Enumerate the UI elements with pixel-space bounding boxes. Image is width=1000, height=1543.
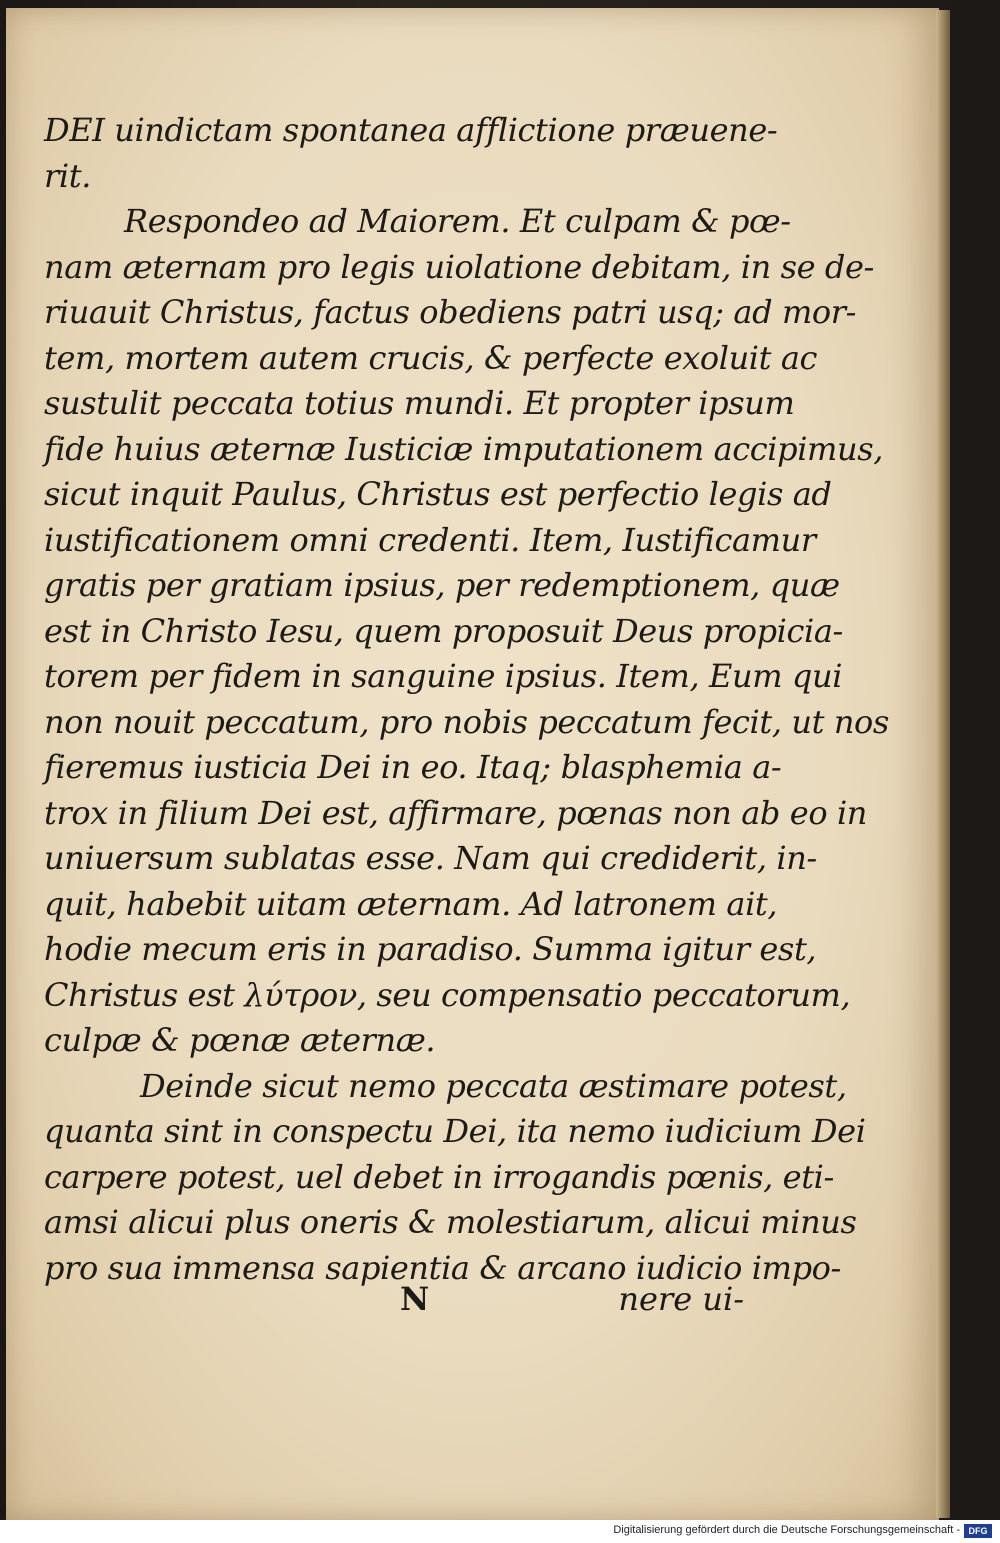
text-line: Deinde sicut nemo peccata æstimare potest,: [140, 1066, 847, 1105]
text-line: tem, mortem autem crucis, & perfecte exoluit ac: [44, 338, 818, 377]
catchword: nere ui-: [618, 1280, 744, 1318]
text-line: pro sua immensa sapientia & arcano iudicio impo-: [44, 1248, 841, 1287]
digitization-footer: [0, 1520, 1000, 1543]
text-line: fide huius æternæ Iusticiæ imputationem accipimus,: [44, 429, 883, 468]
text-line: fieremus iusticia Dei in eo. Itaq; blasphemia a-: [44, 748, 782, 786]
text-line: non nouit peccatum, pro nobis peccatum fecit, ut nos: [44, 702, 889, 741]
text-line: est in Christo Iesu, quem proposuit Deus propicia-: [44, 611, 843, 650]
text-line: DEI uindictam spontanea afflictione præuene-: [44, 111, 778, 149]
text-line: trox in filium Dei est, affirmare, pœnas non ab eo in: [44, 793, 868, 832]
text-line: nam æternam pro legis uiolatione debitam, in se de-: [44, 247, 874, 286]
page-footer-line: [44, 1280, 744, 1325]
text-line: quanta sint in conspectu Dei, ita nemo iudicium Dei: [44, 1112, 866, 1150]
text-line: hodie mecum eris in paradiso. Summa igitur est,: [44, 930, 817, 968]
signature-mark: N: [400, 1280, 430, 1318]
text-line: culpæ & pœnæ æternæ.: [44, 1021, 436, 1059]
text-line: Respondeo ad Maiorem. Et culpam & pœ-: [124, 202, 791, 240]
page-edge: [936, 10, 950, 1518]
funding-credit: Digitalisierung gefördert durch die Deutsche Forschungsgemeinschaft -: [613, 1524, 960, 1536]
text-line: sicut inquit Paulus, Christus est perfectio legis ad: [44, 475, 832, 513]
dfg-logo-icon: DFG: [964, 1524, 992, 1538]
text-line: carpere potest, uel debet in irrogandis pœnis, eti-: [44, 1157, 834, 1196]
text-line: sustulit peccata totius mundi. Et propter ipsum: [44, 384, 795, 422]
text-line: rit.: [44, 156, 91, 195]
body-text: [44, 108, 889, 1291]
text-line: quit, habebit uitam æternam. Ad latronem ait,: [44, 884, 778, 923]
text-line: amsi alicui plus oneris & molestiarum, alicui minus: [44, 1203, 857, 1241]
text-line: uniuersum sublatas esse. Nam qui crediderit, in-: [44, 839, 817, 877]
text-line: Christus est λύτρον, seu compensatio peccatorum,: [44, 975, 851, 1014]
text-line: gratis per gratiam ipsius, per redemptionem, quæ: [44, 566, 840, 604]
book-page: [6, 8, 939, 1520]
text-line: riuauit Christus, factus obediens patri usq; ad mor-: [44, 293, 857, 331]
text-line: iustificationem omni credenti. Item, Iustificamur: [44, 520, 816, 559]
text-line: torem per fidem in sanguine ipsius. Item, Eum qui: [44, 657, 843, 695]
